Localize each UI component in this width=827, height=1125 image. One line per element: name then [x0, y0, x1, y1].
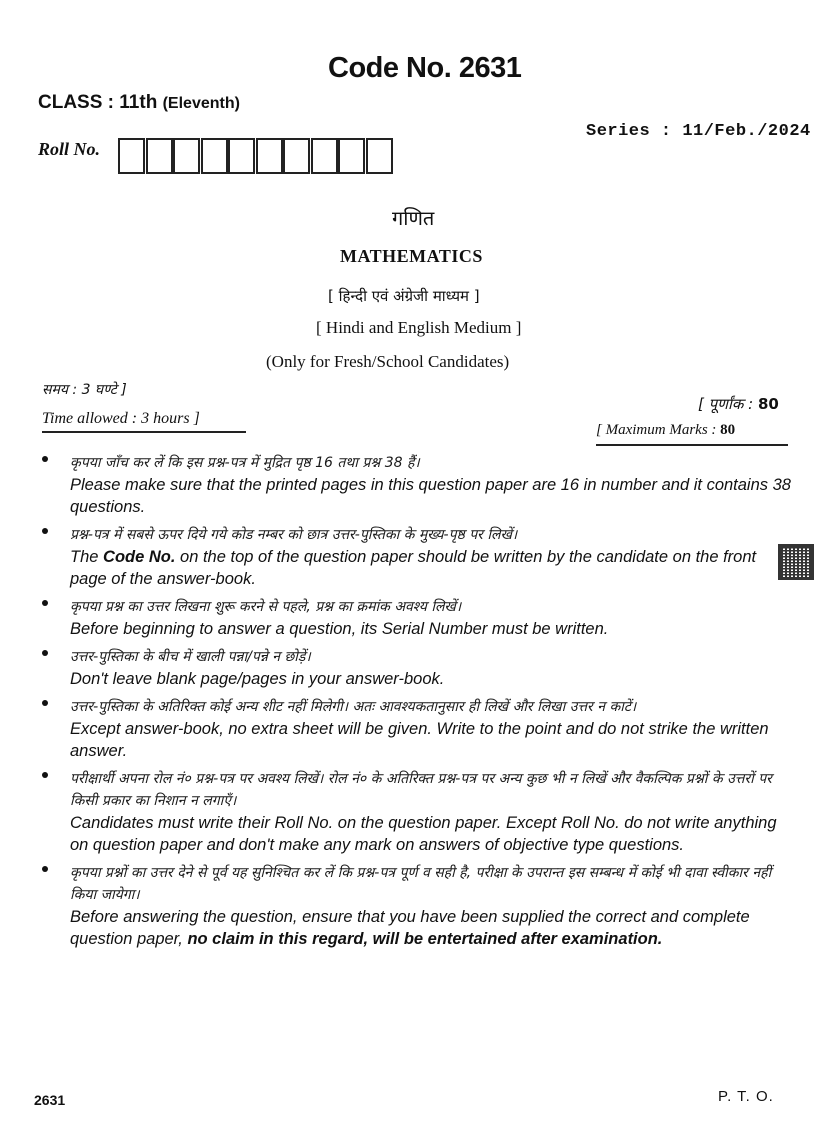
instruction-hindi: कृपया जाँच कर लें कि इस प्रश्न-पत्र में मुद्रित पृष्ठ 16 तथा प्रश्न 38 हैं।: [70, 455, 420, 471]
roll-box[interactable]: [146, 138, 173, 174]
instruction-emphasis: Code No.: [103, 548, 176, 566]
instruction-english: Except answer-book, no extra sheet will be given. Write to the point and do not strike the written answer.: [70, 720, 769, 760]
code-number: Code No. 2631: [328, 52, 522, 84]
bullet-icon: [42, 700, 48, 706]
instruction-english: [70, 906, 792, 950]
instructions-list: [42, 452, 792, 956]
instruction-hindi: उत्तर-पुस्तिका के बीच में खाली पन्ना/पन्ने न छोड़ें।: [70, 649, 311, 665]
instruction-hindi: परीक्षार्थी अपना रोल नं० प्रश्न-पत्र पर अवश्य लिखें। रोल नं० के अतिरिक्त प्रश्न-पत्र पर अन्य कुछ भी न लिखें और वैकल्पिक प्रश्नों के उत्तरों पर किसी प्रकार का निशान न लगाएँ।: [70, 771, 772, 809]
class-sub: (Eleventh): [162, 95, 240, 112]
marks-hindi-label: [ पूर्णांक :: [698, 395, 758, 413]
instruction-emphasis: no claim in this regard, will be entertained after examination.: [187, 930, 663, 948]
instruction-item: [42, 696, 792, 762]
medium-hindi: [ हिन्दी एवं अंग्रेजी माध्यम ]: [328, 287, 480, 305]
footer-code: 2631: [34, 1092, 66, 1108]
bullet-icon: [42, 600, 48, 606]
bullet-icon: [42, 866, 48, 872]
instruction-item: [42, 524, 792, 590]
divider: [42, 431, 246, 433]
subject-hindi: गणित: [392, 206, 435, 230]
time-english: Time allowed : 3 hours ]: [42, 410, 200, 427]
roll-box[interactable]: [173, 138, 200, 174]
bullet-icon: [42, 772, 48, 778]
instruction-text: Before answering the question, ensure that you have been supplied the correct and complete question paper,: [70, 908, 750, 948]
pto-label: P. T. O.: [718, 1088, 774, 1105]
instruction-text: on the top of the question paper should be written by the candidate on the front page of the answer-book.: [70, 548, 757, 588]
instruction-item: [42, 862, 792, 950]
instruction-english: Before beginning to answer a question, its Serial Number must be written.: [70, 620, 609, 638]
instruction-english: Don't leave blank page/pages in your answer-book.: [70, 670, 445, 688]
instruction-hindi: प्रश्न-पत्र में सबसे ऊपर दिये गये कोड नम्बर को छात्र उत्तर-पुस्तिका के मुख्य-पृष्ठ पर लिखें।: [70, 527, 518, 543]
class-label: CLASS : 11th: [38, 92, 158, 113]
marks-english-label: [ Maximum Marks :: [596, 422, 721, 438]
bullet-icon: [42, 456, 48, 462]
instruction-english: [70, 546, 792, 590]
subject-english: MATHEMATICS: [340, 246, 483, 266]
class-line: [38, 92, 240, 114]
roll-box[interactable]: [228, 138, 255, 174]
instruction-item: [42, 596, 792, 640]
candidates-note: (Only for Fresh/School Candidates): [266, 352, 510, 371]
medium-english: [ Hindi and English Medium ]: [316, 318, 522, 337]
marks-english: [596, 422, 735, 439]
instruction-item: [42, 768, 792, 856]
bullet-icon: [42, 650, 48, 656]
roll-box[interactable]: [283, 138, 310, 174]
qr-code-icon: [778, 544, 814, 580]
marks-hindi-value: 80: [757, 395, 779, 413]
roll-number-boxes[interactable]: [118, 138, 393, 174]
instruction-english: Please make sure that the printed pages in this question paper are 16 in number and it contains 38 questions.: [70, 476, 791, 516]
bullet-icon: [42, 528, 48, 534]
roll-label: Roll No.: [38, 139, 101, 159]
instruction-english: Candidates must write their Roll No. on the question paper. Except Roll No. do not write anything on question paper and don't make any mark on answers of objective type questions.: [70, 814, 777, 854]
instruction-item: [42, 646, 792, 690]
roll-box[interactable]: [338, 138, 365, 174]
roll-box[interactable]: [311, 138, 338, 174]
marks-english-value: 80: [720, 422, 736, 438]
roll-box[interactable]: [366, 138, 393, 174]
divider: [596, 444, 788, 446]
marks-hindi: [698, 394, 779, 414]
roll-box[interactable]: [118, 138, 145, 174]
roll-box[interactable]: [256, 138, 283, 174]
instruction-hindi: कृपया प्रश्नों का उत्तर देने से पूर्व यह सुनिश्चित कर लें कि प्रश्न-पत्र पूर्ण व सही है, परीक्षा के उपरान्त इस सम्बन्ध में कोई भी दावा स्वीकार नहीं किया जायेगा।: [70, 865, 772, 903]
instruction-hindi: कृपया प्रश्न का उत्तर लिखना शुरू करने से पहले, प्रश्न का क्रमांक अवश्य लिखें।: [70, 599, 462, 615]
roll-box[interactable]: [201, 138, 228, 174]
time-hindi: समय : 3 घण्टे ]: [42, 382, 127, 398]
instruction-hindi: उत्तर-पुस्तिका के अतिरिक्त कोई अन्य शीट नहीं मिलेगी। अतः आवश्यकतानुसार ही लिखें और लिखा उत्तर न काटें।: [70, 699, 637, 715]
instruction-text: The: [70, 548, 104, 566]
series-label: Series : 11/Feb./2024: [586, 122, 811, 141]
instruction-item: [42, 452, 792, 518]
